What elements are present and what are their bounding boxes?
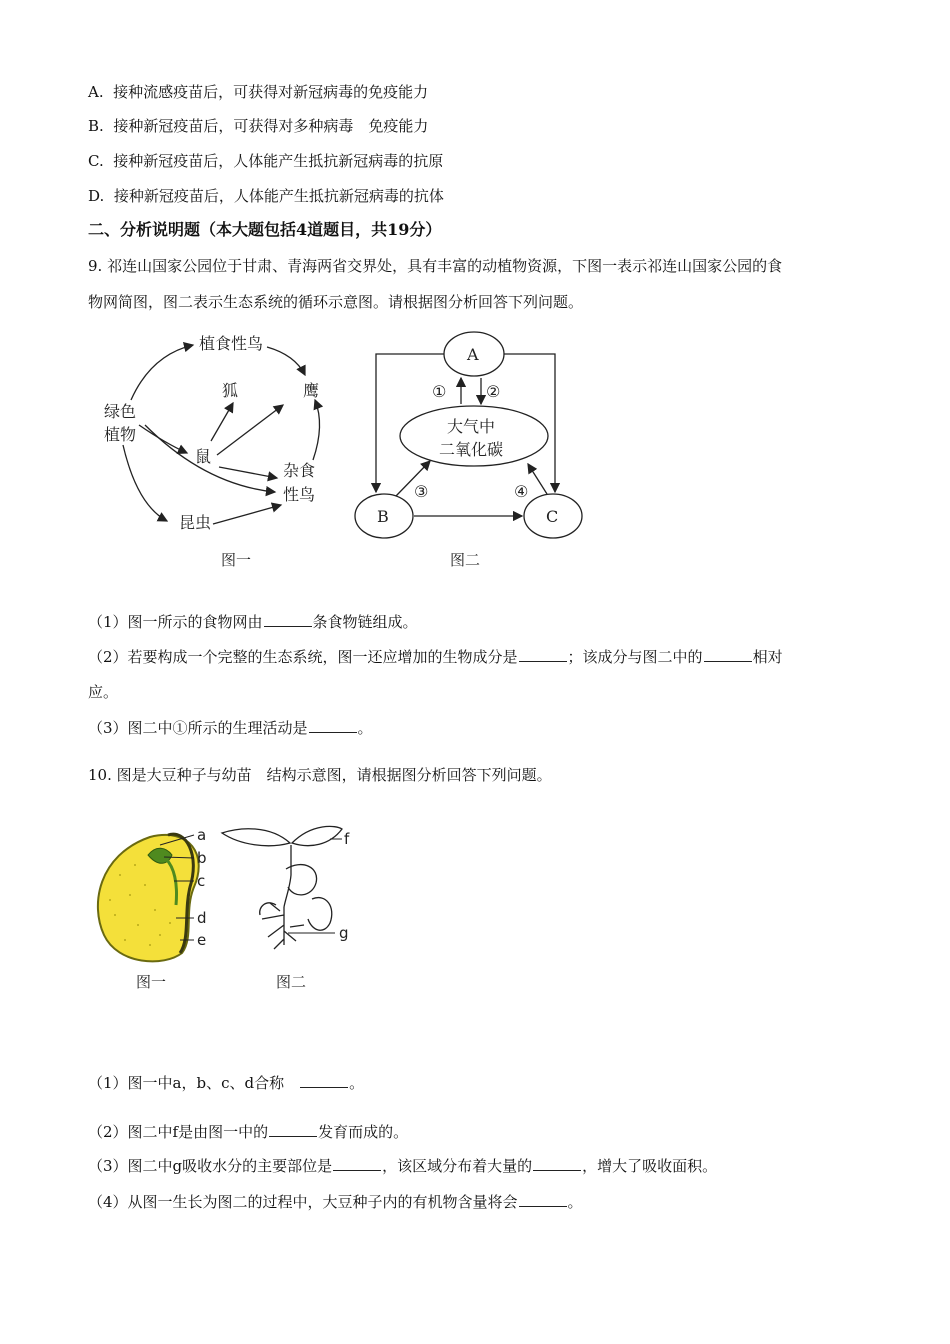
- answer-blank[interactable]: [519, 647, 567, 662]
- arrow-omnibird-eagle: [313, 400, 320, 460]
- node-plant-l2: 植物: [104, 425, 137, 444]
- label-1: ①: [432, 382, 447, 401]
- fig1-caption: 图一: [221, 551, 252, 569]
- q10-sub3: （3）图二中g吸收水分的主要部位是 ，该区域分布着大量的 ，增大了吸收面积。: [88, 1157, 718, 1175]
- carbon-cycle-figure: [350, 328, 590, 578]
- seedling-illustration: [222, 826, 342, 949]
- q9-sub2: （2）若要构成一个完整的生态系统，图一还应增加的生物成分是 ；该成分与图二中的 相对: [88, 648, 783, 666]
- fig2-caption: 图二: [450, 551, 481, 569]
- node-insect: 昆虫: [179, 513, 212, 532]
- node-b: B: [377, 507, 389, 526]
- q9-sub1: （1）图一所示的食物网由 条食物链组成。: [88, 613, 418, 631]
- option-c: C. 接种新冠疫苗后，人体能产生抵抗新冠病毒的抗原: [88, 152, 444, 170]
- arrow-a-b: [376, 354, 447, 492]
- label-c: c: [197, 872, 206, 890]
- label-a: a: [197, 826, 207, 844]
- node-fox: 狐: [222, 381, 239, 400]
- answer-blank[interactable]: [269, 1122, 317, 1137]
- label-g: g: [339, 924, 349, 942]
- node-plant-l1: 绿色: [104, 402, 137, 421]
- node-c: C: [546, 507, 559, 526]
- answer-blank[interactable]: [309, 718, 357, 733]
- arrow-a-c: [504, 354, 555, 492]
- arrow-c-co2: [528, 464, 547, 494]
- answer-blank[interactable]: [333, 1156, 381, 1171]
- seedling-caption: 图二: [276, 973, 307, 991]
- q9-sub3: （3）图二中①所示的生理活动是 。: [88, 719, 373, 737]
- q9-stem-line1: 9. 祁连山国家公园位于甘肃、青海两省交界处，具有丰富的动植物资源，下图一表示祁连山国家公园的食: [88, 257, 783, 275]
- option-d: D. 接种新冠疫苗后，人体能产生抵抗新冠病毒的抗体: [88, 187, 444, 205]
- arrow-mouse-omnibird: [219, 467, 277, 478]
- label-4: ④: [514, 482, 529, 501]
- node-omni-l1: 杂食: [283, 461, 316, 480]
- arrow-herbbird-eagle: [267, 347, 305, 375]
- arrow-plant-insect: [123, 445, 167, 521]
- answer-blank[interactable]: [704, 647, 752, 662]
- arrow-mouse-fox: [211, 403, 233, 441]
- label-b: b: [197, 849, 207, 867]
- answer-blank[interactable]: [300, 1073, 348, 1088]
- node-a: A: [467, 345, 479, 364]
- q10-stem: 10. 图是大豆种子与幼苗 结构示意图，请根据图分析回答下列问题。: [88, 766, 552, 784]
- q10-sub2: （2）图二中f是由图一中的 发育而成的。: [88, 1123, 409, 1141]
- node-herb-bird: 植食性鸟: [199, 334, 264, 353]
- answer-blank[interactable]: [533, 1156, 581, 1171]
- seed-caption: 图一: [136, 973, 167, 991]
- seed-illustration: [98, 834, 199, 961]
- label-e: e: [197, 931, 207, 949]
- answer-blank[interactable]: [264, 612, 312, 627]
- q10-sub1: （1）图一中a，b、c、d合称 。: [88, 1074, 365, 1092]
- node-mouse: 鼠: [195, 447, 212, 466]
- arrow-plant-mouse: [139, 425, 187, 453]
- label-3: ③: [414, 482, 429, 501]
- soybean-figure: [90, 815, 370, 995]
- co2-line1: 大气中: [447, 417, 496, 436]
- option-b: B. 接种新冠疫苗后，可获得对多种病毒 免疫能力: [88, 117, 429, 135]
- option-a: A. 接种流感疫苗后，可获得对新冠病毒的免疫能力: [88, 83, 429, 101]
- arrow-plant-herbbird: [131, 345, 193, 400]
- carbon-cycle-labels: [377, 345, 558, 569]
- co2-line2: 二氧化碳: [439, 440, 504, 459]
- food-web-labels: [104, 334, 319, 569]
- q9-stem-line2: 物网简图，图二表示生态系统的循环示意图。请根据图分析回答下列问题。: [88, 293, 584, 311]
- section-heading: 二、分析说明题（本大题包括4道题目，共19分）: [88, 220, 442, 239]
- food-web-figure: [95, 325, 355, 575]
- node-eagle: 鹰: [303, 381, 320, 400]
- label-2: ②: [486, 382, 501, 401]
- q9-sub2-cont: 应。: [88, 683, 119, 701]
- arrow-insect-omnibird: [213, 505, 281, 524]
- q10-sub4: （4）从图一生长为图二的过程中，大豆种子内的有机物含量将会 。: [88, 1193, 583, 1211]
- answer-blank[interactable]: [519, 1192, 567, 1207]
- label-f: f: [344, 830, 350, 848]
- label-d: d: [197, 909, 207, 927]
- node-omni-l2: 性鸟: [283, 485, 316, 504]
